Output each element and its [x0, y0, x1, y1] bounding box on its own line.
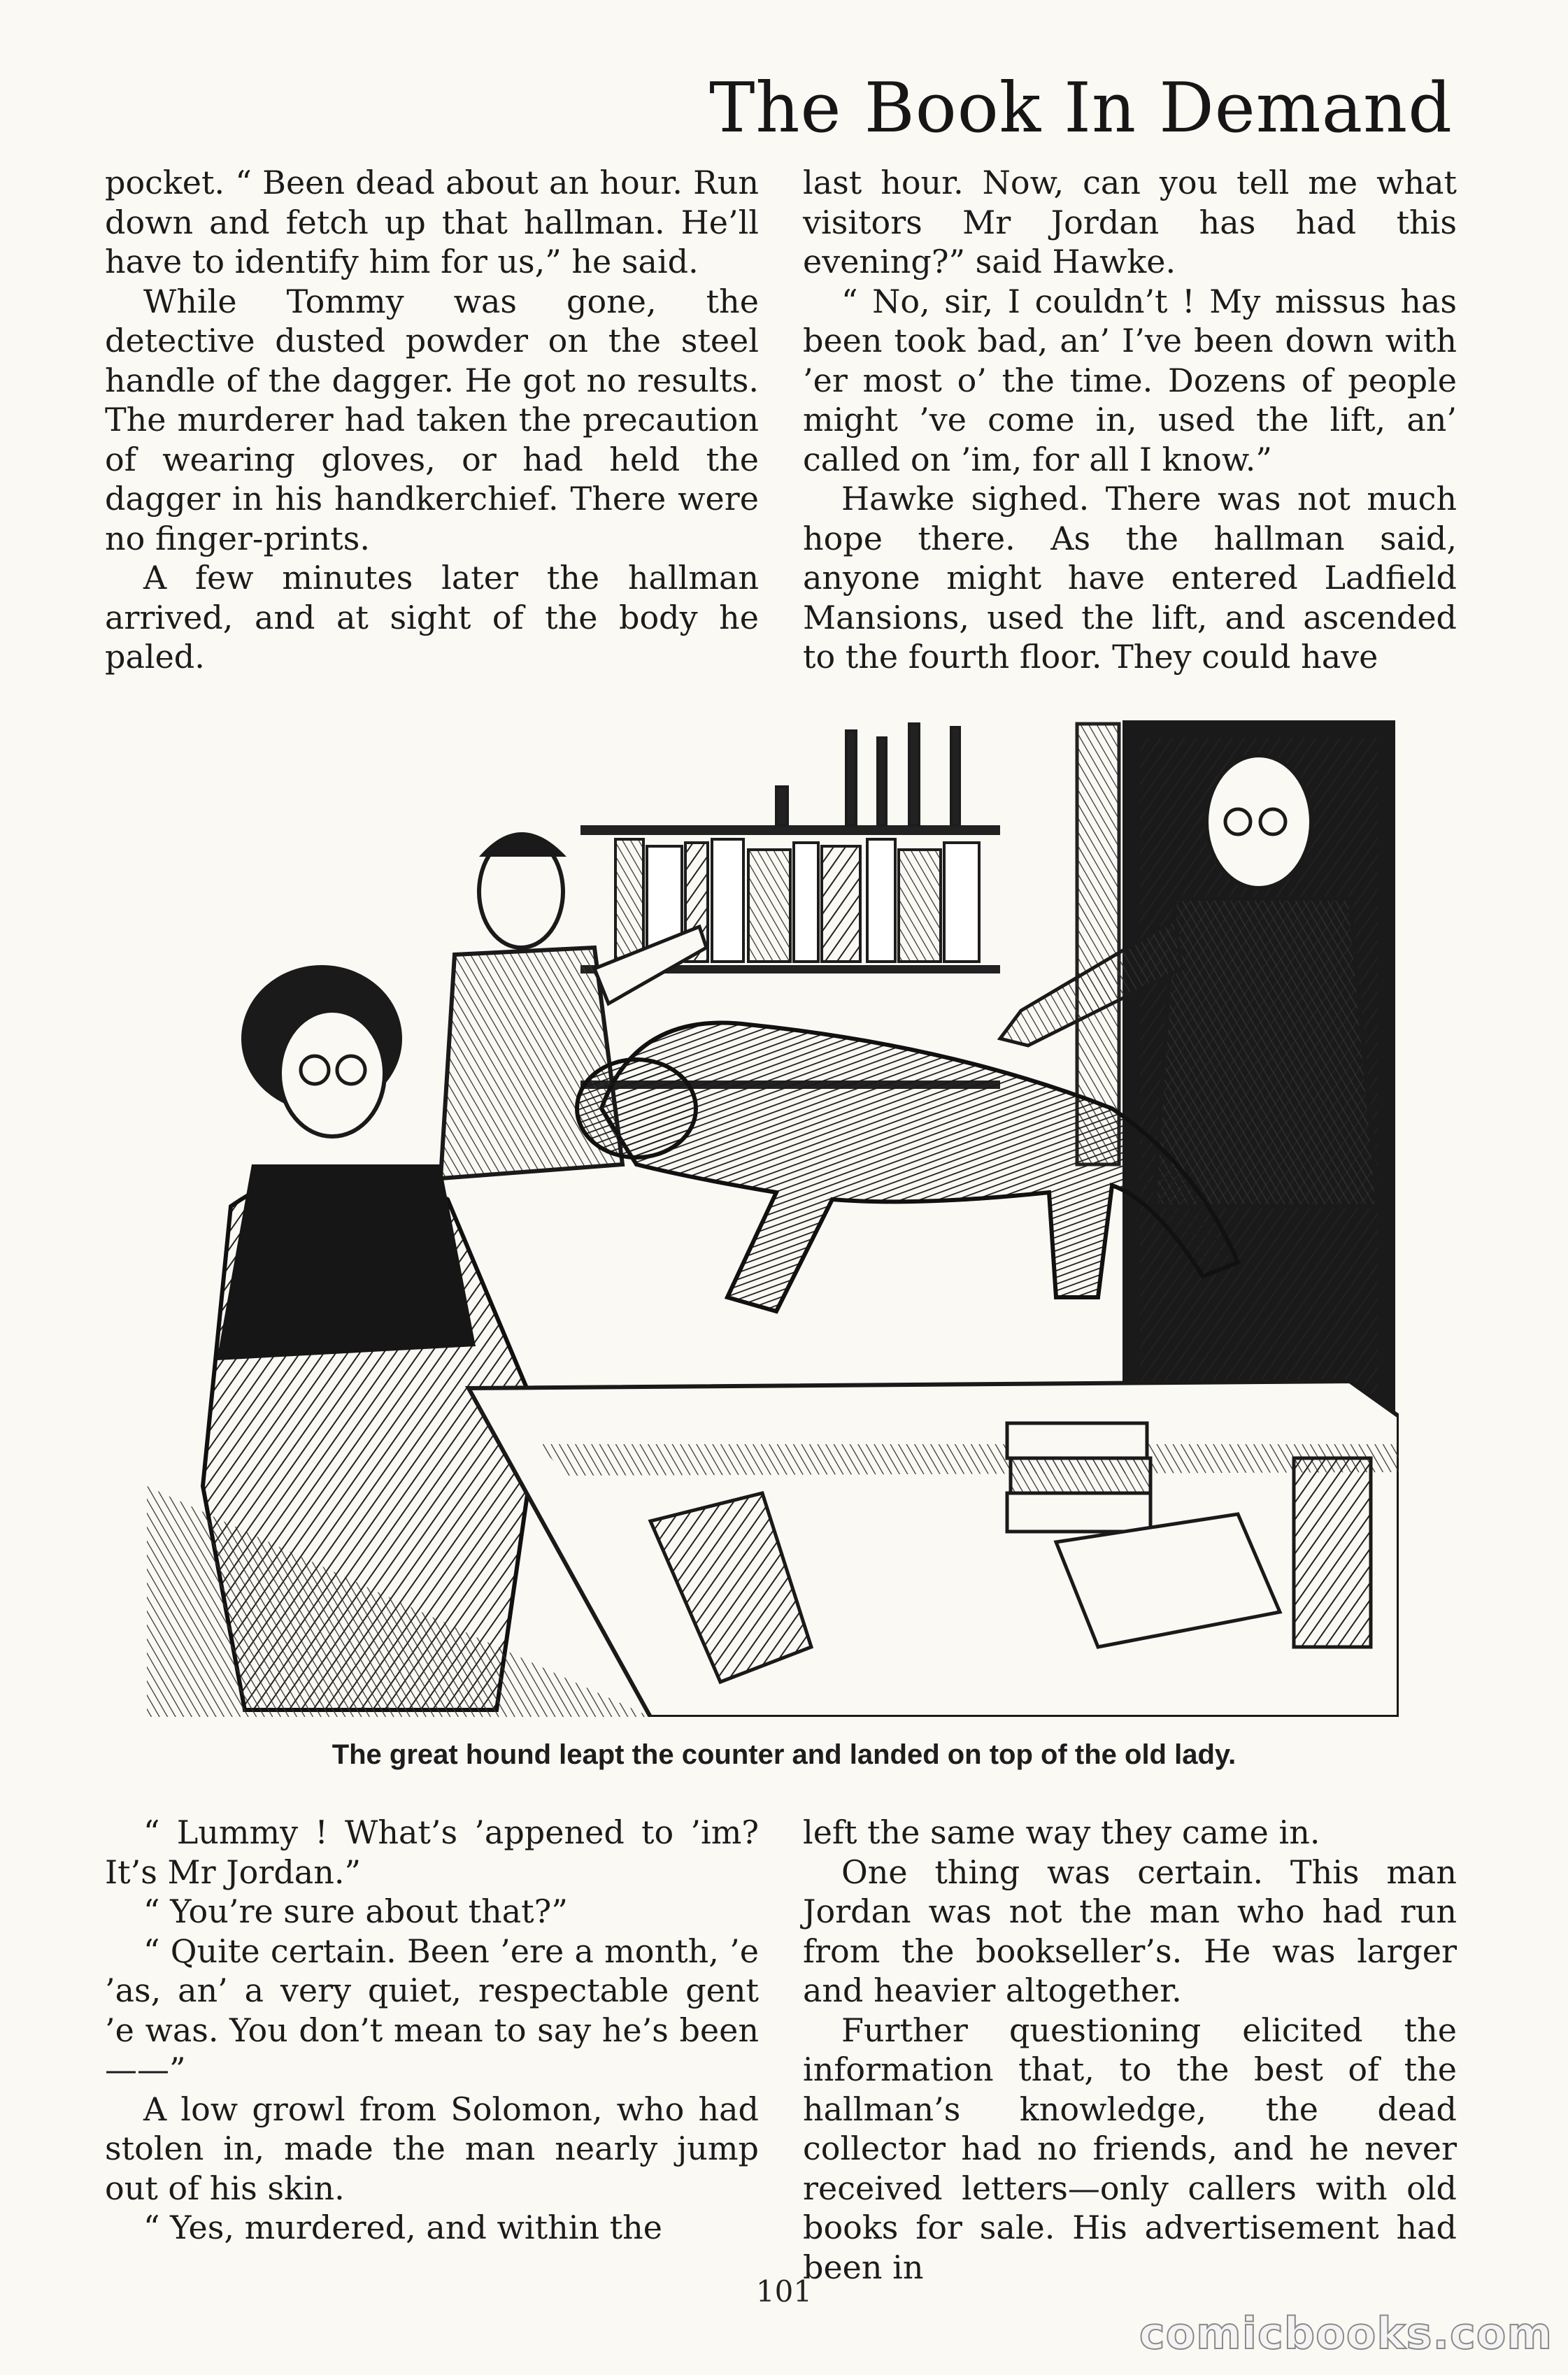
- paragraph: A low growl from Solomon, who had stolen in, made the man nearly jump out of his skin.: [105, 2090, 759, 2207]
- paragraph: pocket. “ Been dead about an hour. Run down and fetch up that hallman. He’ll have to identify him for us,” he said.: [105, 164, 759, 280]
- text-column-bottom-right: [803, 1813, 1457, 2287]
- paragraph: Hawke sighed. There was not much hope there. As the hallman said, anyone might have entered Ladfield Mansions, used the lift, and ascended to the fourth floor. They could have: [803, 480, 1457, 676]
- page-number: 101: [755, 2274, 813, 2309]
- text-column-top-left: [105, 163, 759, 677]
- paragraph: A few minutes later the hallman arrived, and at sight of the body he paled.: [105, 559, 759, 676]
- paragraph: “ You’re sure about that?”: [143, 1892, 568, 1930]
- paragraph: While Tommy was gone, the detective dusted powder on the steel handle of the dagger. He got no results. The murderer had taken the precaution of wearing gloves, or had held the dagger in his handkerchief. There were no finger-prints.: [105, 282, 759, 557]
- paragraph: One thing was certain. This man Jordan was not the man who had run from the bookseller’s. He was larger and heavier altogether.: [803, 1853, 1457, 2009]
- running-head-title: The Book In Demand: [709, 69, 1453, 148]
- paragraph: “ No, sir, I couldn’t ! My missus has been took bad, an’ I’ve been down with ’er most o’ the time. Dozens of people might ’ve come in, used the lift, an’ called on ’im, for all I know.”: [803, 282, 1457, 478]
- paragraph: “ Yes, murdered, and within the: [143, 2209, 662, 2246]
- paragraph: “ Quite certain. Been ’ere a month, ’e ’as, an’ a very quiet, respectable gent ’e was. You don’t mean to say he’s been——”: [105, 1932, 759, 2088]
- illustration-caption: The great hound leapt the counter and landed on top of the old lady.: [332, 1739, 1236, 1770]
- watermark: comicbooks.com: [1139, 2308, 1553, 2359]
- paragraph: Further questioning elicited the information that, to the best of the hallman’s knowledge, the dead collector had no friends, and he never received letters—only callers with old books for sale. His advertisement had been in: [803, 2011, 1457, 2286]
- paragraph: “ Lummy ! What’s ’appened to ’im? It’s Mr Jordan.”: [105, 1813, 759, 1891]
- illustration: [147, 717, 1399, 1717]
- text-column-top-right: [803, 163, 1457, 677]
- paragraph: left the same way they came in.: [803, 1813, 1320, 1851]
- text-column-bottom-left: [105, 1813, 759, 2248]
- paragraph: last hour. Now, can you tell me what visitors Mr Jordan has had this evening?” said Hawke.: [803, 164, 1457, 280]
